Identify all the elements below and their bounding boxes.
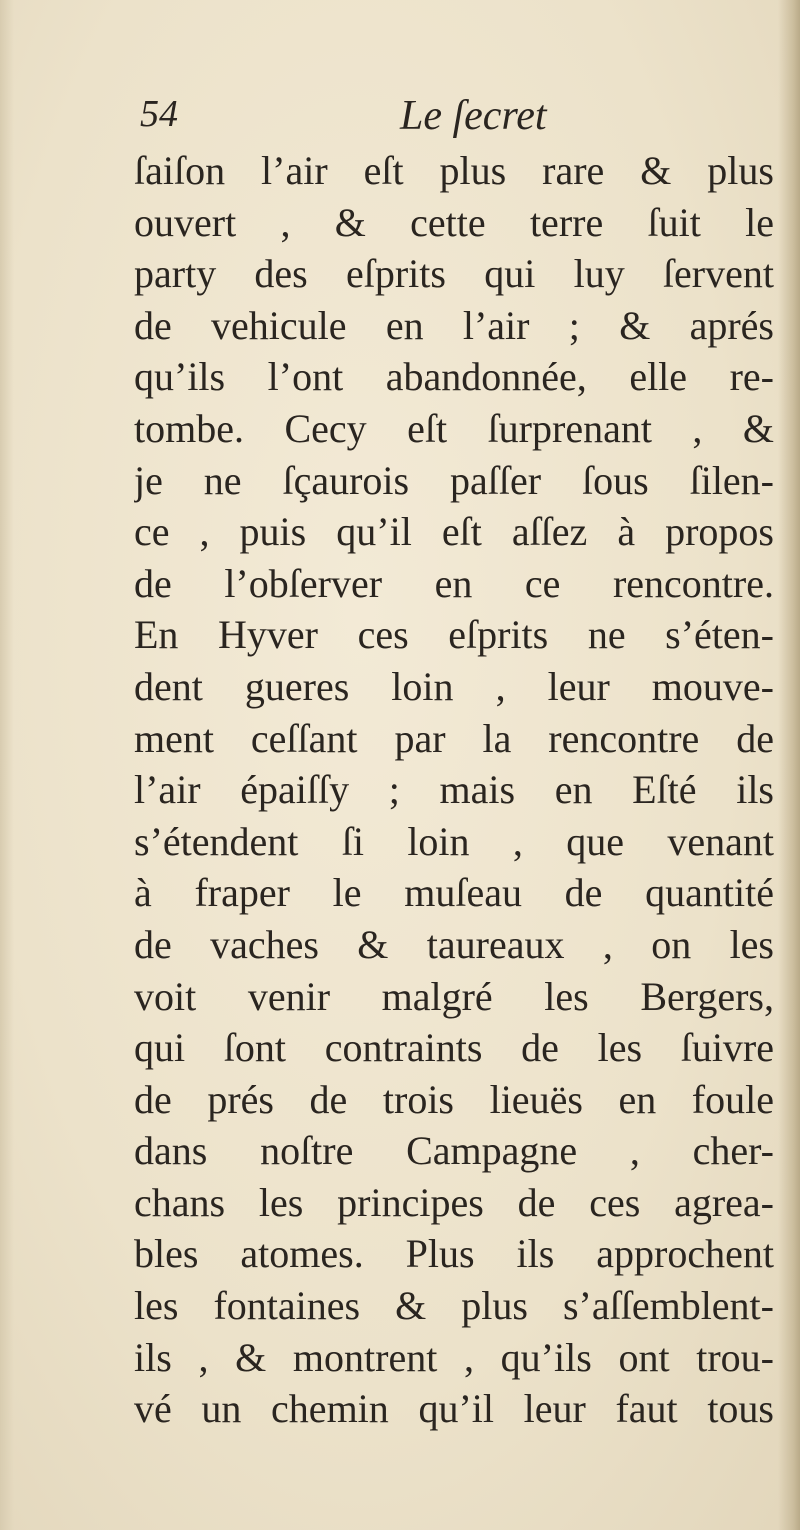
page-number: 54 (140, 93, 178, 135)
text-line: ment ceſſant par la rencontre de (134, 715, 774, 761)
text-line: bles atomes. Plus ils approchent (134, 1231, 774, 1277)
text-line: s’étendent ſi loin , que venant (134, 818, 774, 864)
text-line: de vehicule en l’air ; & aprés (134, 302, 774, 348)
gutter-shadow (0, 0, 14, 1530)
text-line: ils , & montrent , qu’ils ont trou- (134, 1334, 774, 1380)
text-line: de l’obſerver en ce rencontre. (134, 560, 774, 606)
text-line: les fontaines & plus s’aſſemblent- (134, 1283, 774, 1329)
text-line: je ne ſçaurois paſſer ſous ſilen- (134, 457, 774, 503)
text-line: voit venir malgré les Bergers, (134, 973, 774, 1019)
text-line: En Hyver ces eſprits ne s’éten- (134, 612, 774, 658)
text-line: tombe. Cecy eſt ſurprenant , & (134, 405, 774, 451)
page-edge (778, 0, 800, 1530)
text-line: party des eſprits qui luy ſervent (134, 251, 774, 297)
text-line: chans les principes de ces agrea- (134, 1179, 774, 1225)
text-line: ce , puis qu’il eſt aſſez à propos (134, 509, 774, 555)
text-line: qu’ils l’ont abandonnée, elle re- (134, 354, 774, 400)
text-line: qui ſont contraints de les ſuivre (134, 1025, 774, 1071)
text-line: l’air épaiſſy ; mais en Eſté ils (134, 767, 774, 813)
text-line: dans noſtre Campagne , cher- (134, 1128, 774, 1174)
page-header (140, 92, 610, 142)
text-line: vé un chemin qu’il leur faut tous (134, 1386, 774, 1432)
text-line: de vaches & taureaux , on les (134, 921, 774, 967)
running-head: Le ſecret (400, 93, 547, 139)
text-line: de prés de trois lieuës en foule (134, 1076, 774, 1122)
body-text (134, 145, 774, 1435)
text-line: dent gueres loin , leur mouve- (134, 663, 774, 709)
text-line: ouvert , & cette terre ſuit le (134, 199, 774, 245)
text-line: ſaiſon l’air eſt plus rare & plus (134, 148, 774, 193)
text-line: à fraper le muſeau de quantité (134, 870, 774, 916)
